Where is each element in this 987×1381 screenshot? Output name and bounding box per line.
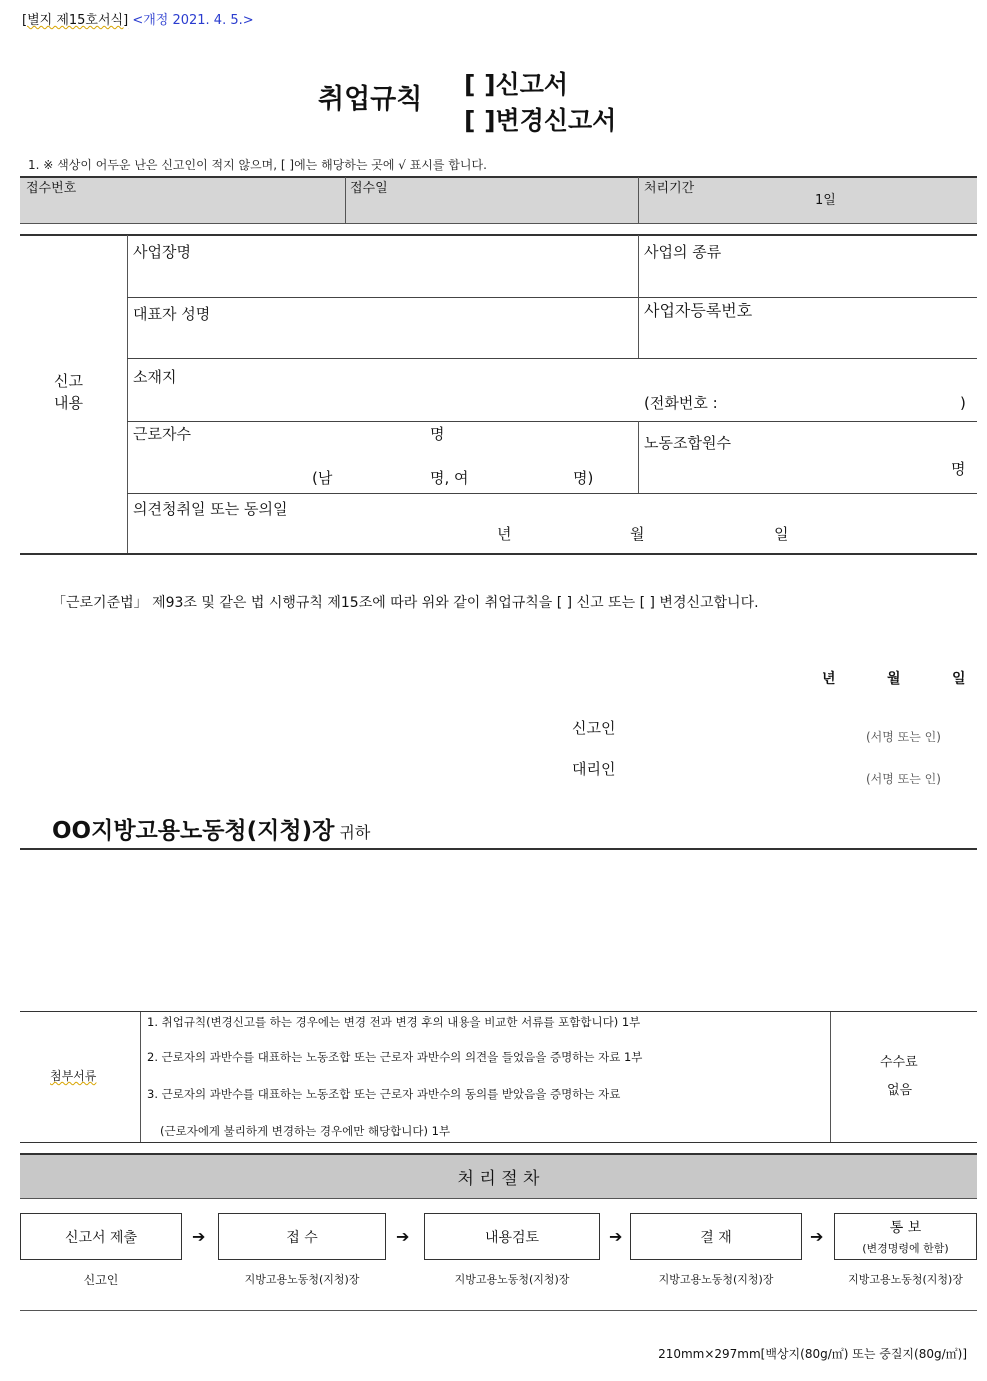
- attachment-item-3: 3. 근로자의 과반수를 대표하는 노동조합 또는 근로자 과반수의 동의를 받았음을 증명하는 자료: [147, 1087, 621, 1101]
- fee-value: 없음: [887, 1083, 913, 1098]
- step-submit-label: 신고서 제출: [64, 1229, 138, 1246]
- female-count-label: 명, 여: [430, 469, 469, 487]
- business-type-label: 사업의 종류: [644, 243, 722, 261]
- form-title: 취업규칙: [318, 84, 423, 115]
- recipient-underline: [20, 848, 977, 850]
- procedure-header: [20, 1153, 977, 1199]
- step-review-label: 내용검토: [484, 1229, 540, 1246]
- step-notification: [834, 1213, 977, 1260]
- actor-receipt: 지방고용노동청(지청)장: [244, 1273, 360, 1286]
- col-divider-top: [638, 235, 639, 358]
- workplace-name-label: 사업장명: [133, 243, 191, 261]
- agent-signature-field: (서명 또는 인): [866, 772, 941, 786]
- attachments-label-text: 첨부서류: [50, 1069, 97, 1083]
- row-sep-3: [127, 421, 977, 422]
- arrow-right-icon: ➔: [192, 1227, 206, 1246]
- receipt-divider-2: [638, 177, 639, 223]
- step-receipt: [218, 1213, 386, 1260]
- arrow-right-icon: ➔: [396, 1227, 410, 1246]
- step-notification-label: 통 보: [889, 1220, 922, 1236]
- row-sep-4: [127, 493, 977, 494]
- attachments-fee-divider: [830, 1012, 831, 1142]
- report-month-label: 월: [887, 671, 901, 687]
- form-number-text: [별지 제15호서식]: [22, 13, 129, 28]
- step-receipt-label: 접 수: [286, 1229, 318, 1246]
- procedure-title: 처 리 절 차: [457, 1169, 540, 1189]
- paper-spec-footer: 210mm×297mm[백상지(80g/㎡) 또는 중질지(80g/㎡)]: [658, 1347, 967, 1361]
- reporter-signature-field: (서명 또는 인): [866, 730, 941, 744]
- male-count-label: (남: [312, 469, 333, 487]
- recipient: [52, 820, 370, 843]
- attachments-label-divider: [140, 1012, 141, 1142]
- content-label-divider: [127, 235, 128, 553]
- form-number: [22, 14, 254, 27]
- step-approval-label: 결 재: [700, 1229, 732, 1246]
- step-notification-note: (변경명령에 한함): [862, 1242, 949, 1255]
- business-reg-no-label: 사업자등록번호: [644, 301, 753, 320]
- actor-review: 지방고용노동청(지청)장: [454, 1273, 570, 1286]
- report-year-label: 년: [822, 671, 836, 687]
- opinion-date-label: 의견청취일 또는 동의일: [133, 500, 288, 518]
- step-submit-report: [20, 1213, 182, 1260]
- opinion-year-label: 년: [497, 525, 512, 543]
- col-divider-workers: [638, 421, 639, 493]
- workers-unit: 명: [430, 425, 445, 443]
- attachment-item-1: 1. 취업규칙(변경신고를 하는 경우에는 변경 전과 변경 후의 내용을 비교한 서류를 포함합니다) 1부: [147, 1015, 641, 1029]
- revision-note: <개정 2021. 4. 5.>: [132, 13, 254, 28]
- actor-notification: 지방고용노동청(지청)장: [848, 1273, 963, 1286]
- processing-period-value: 1일: [815, 193, 836, 208]
- female-count-close: 명): [573, 469, 594, 487]
- union-members-label: 노동조합원수: [644, 434, 731, 452]
- phone-close-paren: ): [960, 394, 966, 412]
- recipient-suffix: 귀하: [339, 823, 371, 842]
- title-option-report: [ ]신고서: [464, 70, 569, 99]
- step-approval: [630, 1213, 802, 1260]
- arrow-right-icon: ➔: [810, 1227, 824, 1246]
- attachments-bottom: [20, 1142, 977, 1143]
- workers-label: 근로자수: [133, 425, 191, 443]
- procedure-bottom: [20, 1310, 977, 1311]
- attachments-top: [20, 1011, 977, 1012]
- section-label-line2: 내용: [54, 394, 83, 412]
- row-sep-1: [127, 297, 977, 298]
- section-label-line1: 신고: [54, 372, 83, 390]
- receipt-date-label: 접수일: [350, 181, 388, 196]
- receipt-number-label: 접수번호: [26, 181, 77, 196]
- attachment-item-2: 2. 근로자의 과반수를 대표하는 노동조합 또는 근로자 과반수의 의견을 들었음을 증명하는 자료 1부: [147, 1050, 643, 1064]
- step-review: [424, 1213, 600, 1260]
- fee-label: 수수료: [880, 1055, 918, 1070]
- opinion-day-label: 일: [774, 525, 789, 543]
- arrow-right-icon: ➔: [609, 1227, 623, 1246]
- processing-period-label: 처리기간: [644, 181, 695, 196]
- row-sep-2: [127, 358, 977, 359]
- agent-label: 대리인: [572, 760, 616, 778]
- attachment-item-3-note: (근로자에게 불리하게 변경하는 경우에만 해당합니다) 1부: [160, 1124, 451, 1138]
- receipt-divider-1: [345, 177, 346, 223]
- reporter-label: 신고인: [572, 719, 616, 737]
- phone-label: (전화번호 :: [644, 394, 718, 412]
- declaration-text: 「근로기준법」 제93조 및 같은 법 시행규칙 제15조에 따라 위와 같이 취업규칙을 [ ] 신고 또는 [ ] 변경신고합니다.: [52, 595, 759, 611]
- instruction-note: 1. ※ 색상이 어두운 난은 신고인이 적지 않으며, [ ]에는 해당하는 곳에 √ 표시를 합니다.: [28, 158, 487, 172]
- title-option-change-report: [ ]변경신고서: [464, 106, 617, 135]
- recipient-office: OO지방고용노동청(지청)장: [52, 818, 335, 844]
- content-table-bottom: [20, 553, 977, 555]
- opinion-month-label: 월: [630, 525, 645, 543]
- attachments-label: [50, 1070, 96, 1082]
- actor-submit: 신고인: [83, 1273, 119, 1287]
- union-members-unit: 명: [951, 460, 966, 478]
- representative-label: 대표자 성명: [133, 305, 211, 323]
- actor-approval: 지방고용노동청(지청)장: [658, 1273, 774, 1286]
- report-day-label: 일: [952, 671, 966, 687]
- content-table-top: [20, 234, 977, 236]
- address-label: 소재지: [133, 368, 177, 386]
